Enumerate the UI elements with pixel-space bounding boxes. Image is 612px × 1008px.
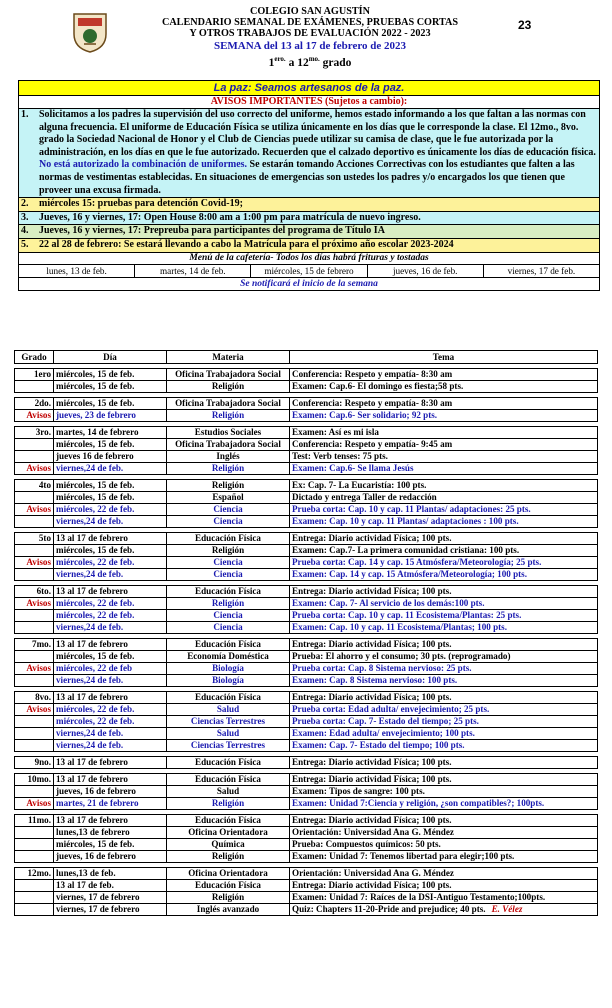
subject-cell: Oficina Trabajadora Social: [167, 398, 290, 410]
grade-cell: [15, 651, 54, 663]
subject-cell: Ciencia: [167, 557, 290, 569]
day-cell: 13 al 17 de febrero: [54, 757, 167, 769]
table-row: [15, 569, 598, 581]
header-tema: Tema: [290, 351, 598, 364]
table-row: [15, 651, 598, 663]
topic-cell: [290, 463, 598, 475]
aviso-item-3: [19, 212, 599, 226]
notice-box: [18, 80, 600, 291]
topic-cell: [290, 880, 598, 892]
day-cell: 13 al 17 de febrero: [54, 692, 167, 704]
topic-cell: [290, 716, 598, 728]
subject-cell: Ciencia: [167, 610, 290, 622]
grade-cell: Avisos: [15, 704, 54, 716]
day-cell: 13 al 17 de febrero: [54, 815, 167, 827]
topic-cell: [290, 398, 598, 410]
day-cell: miércoles, 22 de feb.: [54, 598, 167, 610]
aviso-number: 5.: [21, 238, 29, 250]
day-cell: miércoles, 15 de feb.: [54, 651, 167, 663]
topic-cell: [290, 851, 598, 863]
table-row: [15, 516, 598, 528]
topic-text: Conferencia: Respeto y empatía- 8:30 am: [292, 369, 453, 380]
aviso-item-2: [19, 198, 599, 212]
grade-cell: [15, 516, 54, 528]
day-cell: miércoles, 15 de feb.: [54, 439, 167, 451]
subject-cell: Religión: [167, 545, 290, 557]
day-cell: viernes,24 de feb.: [54, 569, 167, 581]
topic-cell: [290, 369, 598, 381]
topic-text: Prueba: Compuestos químicos: 50 pts.: [292, 839, 441, 850]
grade-cell: 11mo.: [15, 815, 54, 827]
subject-cell: Religión: [167, 480, 290, 492]
topic-cell: [290, 586, 598, 598]
table-row: [15, 704, 598, 716]
aviso-number: 2.: [21, 198, 29, 210]
grade-cell: [15, 880, 54, 892]
table-row: [15, 381, 598, 393]
topic-cell: [290, 598, 598, 610]
menu-day: viernes, 17 de feb.: [507, 265, 576, 276]
day-cell: viernes, 17 de febrero: [54, 904, 167, 916]
grade-cell: Avisos: [15, 463, 54, 475]
table-row: [15, 533, 598, 545]
table-row: [15, 410, 598, 422]
topic-cell: [290, 480, 598, 492]
subject-cell: Salud: [167, 786, 290, 798]
aviso-text: miércoles 15: pruebas para detención Covid-19;: [39, 198, 243, 210]
grade-cell: 2do.: [15, 398, 54, 410]
topic-text: Examen: Cap.6- Ser solidario; 92 pts.: [292, 410, 438, 421]
day-cell: 13 al 17 de febrero: [54, 774, 167, 786]
day-cell: miércoles, 22 de feb.: [54, 716, 167, 728]
grade-cell: [15, 892, 54, 904]
topic-text: Examen: Cap.6- El domingo es fiesta;58 pts.: [292, 381, 464, 392]
topic-cell: [290, 757, 598, 769]
table-row: [15, 610, 598, 622]
table-row: [15, 557, 598, 569]
avisos-title: AVISOS IMPORTANTES (Sujetos a cambio):: [19, 96, 599, 109]
topic-cell: [290, 639, 598, 651]
topic-text: Examen: Cap.6- Se llama Jesús: [292, 463, 414, 474]
topic-cell: [290, 410, 598, 422]
aviso-item-4: [19, 225, 599, 239]
day-cell: viernes,24 de feb.: [54, 516, 167, 528]
topic-cell: [290, 516, 598, 528]
schedule-body: [15, 364, 598, 916]
topic-text: Examen: Unidad 7:Ciencia y religión, ¿son compatibles?; 100pts.: [292, 798, 545, 809]
topic-cell: [290, 839, 598, 851]
subject-cell: Educación Física: [167, 533, 290, 545]
topic-cell: [290, 740, 598, 752]
topic-cell: [290, 892, 598, 904]
subject-cell: Religión: [167, 892, 290, 904]
day-cell: jueves, 23 de febrero: [54, 410, 167, 422]
topic-cell: [290, 427, 598, 439]
topic-text: Examen: Cap. 7- Estado del tiempo; 100 pts.: [292, 740, 465, 751]
topic-text: Entrega: Diario actividad Física; 100 pts.: [292, 880, 452, 891]
grade-cell: [15, 610, 54, 622]
subject-cell: Ciencia: [167, 516, 290, 528]
topic-cell: [290, 675, 598, 687]
header-grado: Grado: [15, 351, 54, 364]
topic-text: Prueba corta: Cap. 14 y cap. 15 Atmósfera/Meteorología; 25 pts.: [292, 557, 542, 568]
subject-cell: Religión: [167, 463, 290, 475]
topic-text: Entrega: Diario actividad Física; 100 pts.: [292, 586, 452, 597]
grade-cell: [15, 492, 54, 504]
subject-cell: Religión: [167, 410, 290, 422]
table-row: [15, 622, 598, 634]
page-header: [0, 0, 612, 85]
grade-cell: [15, 851, 54, 863]
day-cell: miércoles, 15 de feb.: [54, 369, 167, 381]
grade-cell: [15, 451, 54, 463]
table-row: [15, 839, 598, 851]
subject-cell: Religión: [167, 851, 290, 863]
topic-text: Dictado y entrega Taller de redacción: [292, 492, 437, 503]
grade-cell: Avisos: [15, 557, 54, 569]
subject-cell: Religión: [167, 598, 290, 610]
day-cell: viernes,24 de feb.: [54, 740, 167, 752]
table-row: [15, 757, 598, 769]
table-row: [15, 480, 598, 492]
aviso-item-5: [19, 239, 599, 253]
grade-cell: 10mo.: [15, 774, 54, 786]
schedule-table: [14, 350, 598, 916]
subject-cell: Español: [167, 492, 290, 504]
day-cell: miércoles, 22 de feb.: [54, 610, 167, 622]
table-header-row: [15, 351, 598, 364]
topic-cell: [290, 545, 598, 557]
aviso-text: 22 al 28 de febrero: Se estará llevando a cabo la Matrícula para el próximo año escolar 2023-2024: [39, 238, 454, 250]
subject-cell: Educación Física: [167, 692, 290, 704]
day-cell: miércoles, 15 de feb.: [54, 398, 167, 410]
table-row: [15, 598, 598, 610]
day-cell: viernes,24 de feb.: [54, 622, 167, 634]
topic-text: Entrega: Diario actividad Física; 100 pts.: [292, 757, 452, 768]
grade-cell: 12mo.: [15, 868, 54, 880]
grade-cell: [15, 675, 54, 687]
day-cell: miércoles, 22 de feb.: [54, 504, 167, 516]
topic-cell: [290, 904, 598, 916]
cafeteria-menu-title: Menú de la cafetería- Todos los días habrá frituras y tostadas: [19, 253, 599, 265]
grade-cell: 5to: [15, 533, 54, 545]
menu-day: miércoles, 15 de febrero: [251, 265, 367, 277]
aviso-item-1: [19, 109, 599, 198]
grade-cell: [15, 904, 54, 916]
topic-cell: [290, 622, 598, 634]
day-cell: viernes, 17 de febrero: [54, 892, 167, 904]
subject-cell: Educación Física: [167, 757, 290, 769]
table-row: [15, 716, 598, 728]
grade-cell: 1ero: [15, 369, 54, 381]
day-cell: lunes,13 de febrero: [54, 827, 167, 839]
topic-text: Examen: Cap. 8 Sistema nervioso: 100 pts.: [292, 675, 458, 686]
subject-cell: Religión: [167, 798, 290, 810]
cafeteria-days: [19, 265, 599, 278]
table-row: [15, 904, 598, 916]
grade-cell: Avisos: [15, 504, 54, 516]
topic-text: Quiz: Chapters 11-20-Pride and prejudice; 40 pts.: [292, 904, 486, 915]
grade-cell: 6to.: [15, 586, 54, 598]
menu-day: jueves, 16 de feb.: [368, 265, 484, 277]
topic-text: Orientación: Universidad Ana G. Méndez: [292, 868, 454, 879]
day-cell: viernes,24 de feb.: [54, 675, 167, 687]
motto-banner: La paz: Seamos artesanos de la paz.: [19, 81, 599, 96]
grade-cell: 8vo.: [15, 692, 54, 704]
topic-cell: [290, 492, 598, 504]
day-cell: 13 al 17 de febrero: [54, 533, 167, 545]
menu-day: martes, 14 de feb.: [135, 265, 251, 277]
subject-cell: Educación Física: [167, 815, 290, 827]
aviso-text: Solicitamos a los padres la supervisión del uso correcto del uniforme, hemos estado informando a los que faltan a las normas con alguna frecuencia. El uniforme de Educación Física se utiliza únicamente en los días que le corresponde la clase. El 12mo., 8vo. grado la Sociedad Nacional de Honor y el Club de Ciencias puede utilizar su camisa de clase, que le fue autorizada por la administración, en los días en que le fue autorizado. Recuerden que el calzado deportivo es únicamente los días de educación física. No está autorizado la combinación de uniformes. Se estarán tomando Acciones Correctivas con los estudiantes que falten a las normas de vestimentas establecidas. En situaciones de emergencias son ustedes los padres y/o encargados los que tienen que proveer una excusa firmada.: [39, 109, 596, 196]
topic-text: Examen: Cap. 7- Al servicio de los demás:100 pts.: [292, 598, 485, 609]
topic-cell: [290, 651, 598, 663]
grade-cell: Avisos: [15, 663, 54, 675]
topic-cell: [290, 610, 598, 622]
grade-cell: [15, 740, 54, 752]
table-row: [15, 663, 598, 675]
day-cell: jueves 16 de febrero: [54, 451, 167, 463]
subject-cell: Estudios Sociales: [167, 427, 290, 439]
day-cell: jueves, 16 de febrero: [54, 851, 167, 863]
header-text: [130, 6, 490, 69]
subject-cell: Oficina Trabajadora Social: [167, 439, 290, 451]
table-row: [15, 740, 598, 752]
aviso-number: 3.: [21, 211, 29, 223]
header-materia: Materia: [167, 351, 290, 364]
day-cell: jueves, 16 de febrero: [54, 786, 167, 798]
teacher-signature: E. Vélez: [491, 904, 523, 915]
table-row: [15, 868, 598, 880]
topic-cell: [290, 504, 598, 516]
table-row: [15, 439, 598, 451]
subject-cell: Ciencia: [167, 622, 290, 634]
topic-text: Examen: Unidad 7: Raíces de la DSI-Antiguo Testamento;100pts.: [292, 892, 546, 903]
grade-cell: Avisos: [15, 410, 54, 422]
topic-text: Examen: Cap. 14 y cap. 15 Atmósfera/Meteorología; 100 pts.: [292, 569, 527, 580]
topic-cell: [290, 569, 598, 581]
day-cell: miércoles, 22 de feb.: [54, 704, 167, 716]
topic-text: Orientación: Universidad Ana G. Méndez: [292, 827, 454, 838]
subject-cell: Economía Doméstica: [167, 651, 290, 663]
calendar-title-line2: Y OTROS TRABAJOS DE EVALUACIÓN 2022 - 2023: [189, 28, 431, 40]
grade-cell: 7mo.: [15, 639, 54, 651]
topic-cell: [290, 827, 598, 839]
table-row: [15, 427, 598, 439]
grade-cell: [15, 786, 54, 798]
day-cell: miércoles, 15 de feb.: [54, 480, 167, 492]
grade-cell: [15, 381, 54, 393]
topic-cell: [290, 728, 598, 740]
table-row: [15, 463, 598, 475]
grade-cell: [15, 827, 54, 839]
grade-cell: [15, 569, 54, 581]
grade-cell: [15, 716, 54, 728]
topic-text: Entrega: Diario actividad Física; 100 pts.: [292, 774, 452, 785]
subject-cell: Religión: [167, 381, 290, 393]
aviso-text: Jueves, 16 y viernes, 17: Prepreuba para participantes del programa de Título IA: [39, 225, 385, 237]
topic-text: Prueba corta: Cap. 10 y cap. 11 Plantas/ adaptaciones: 25 pts.: [292, 504, 531, 515]
subject-cell: Oficina Trabajadora Social: [167, 369, 290, 381]
table-row: [15, 815, 598, 827]
topic-text: Prueba: El ahorro y el consumo; 30 pts. (reprogramado): [292, 651, 511, 662]
day-cell: 13 al 17 de febrero: [54, 639, 167, 651]
topic-text: Examen: Cap. 10 y cap. 11 Plantas/ adaptaciones : 100 pts.: [292, 516, 519, 527]
topic-text: Examen: Cap.7- La primera comunidad cristiana: 100 pts.: [292, 545, 520, 556]
grade-cell: Avisos: [15, 598, 54, 610]
table-row: [15, 774, 598, 786]
table-row: [15, 880, 598, 892]
table-row: [15, 545, 598, 557]
table-row: [15, 786, 598, 798]
table-row: [15, 851, 598, 863]
subject-cell: Salud: [167, 704, 290, 716]
topic-cell: [290, 451, 598, 463]
topic-text: Entrega: Diario actividad Física; 100 pts.: [292, 692, 452, 703]
day-cell: 13 al 17 de febrero: [54, 586, 167, 598]
day-cell: 13 al 17 de feb.: [54, 880, 167, 892]
topic-cell: [290, 663, 598, 675]
aviso-number: 1.: [21, 109, 29, 120]
topic-text: Examen: Edad adulta/ envejecimiento; 100 pts.: [292, 728, 475, 739]
grade-cell: [15, 622, 54, 634]
grade-cell: 9no.: [15, 757, 54, 769]
table-row: [15, 639, 598, 651]
topic-text: Conferencia: Respeto y empatía- 9:45 am: [292, 439, 453, 450]
topic-cell: [290, 815, 598, 827]
menu-notify: Se notificará el inicio de la semana: [240, 278, 378, 289]
school-crest-icon: [70, 10, 110, 54]
subject-cell: Educación Física: [167, 774, 290, 786]
subject-cell: Ciencia: [167, 504, 290, 516]
grade-cell: 4to: [15, 480, 54, 492]
table-row: [15, 504, 598, 516]
subject-cell: Biología: [167, 675, 290, 687]
topic-text: Prueba corta: Cap. 8 Sistema nervioso: 25 pts.: [292, 663, 472, 674]
school-name: COLEGIO SAN AGUSTÍN: [249, 6, 371, 17]
topic-cell: [290, 868, 598, 880]
grade-cell: [15, 545, 54, 557]
day-cell: martes, 21 de febrero: [54, 798, 167, 810]
subject-cell: Ciencia: [167, 569, 290, 581]
topic-text: Conferencia: Respeto y empatía- 8:30 am: [292, 398, 453, 409]
subject-cell: Educación Física: [167, 639, 290, 651]
subject-cell: Educación Física: [167, 586, 290, 598]
page-number: 23: [518, 18, 532, 32]
subject-cell: Biología: [167, 663, 290, 675]
grade-cell: Avisos: [15, 798, 54, 810]
topic-cell: [290, 692, 598, 704]
menu-day: lunes, 13 de feb.: [19, 265, 135, 277]
day-cell: miércoles, 15 de feb.: [54, 545, 167, 557]
topic-text: Prueba corta: Edad adulta/ envejecimiento; 25 pts.: [292, 704, 490, 715]
subject-cell: Ciencias Terrestres: [167, 716, 290, 728]
table-row: [15, 451, 598, 463]
day-cell: viernes,24 de feb.: [54, 463, 167, 475]
day-cell: miércoles, 15 de feb.: [54, 839, 167, 851]
subject-cell: Educación Física: [167, 880, 290, 892]
table-row: [15, 369, 598, 381]
table-row: [15, 675, 598, 687]
table-row: [15, 692, 598, 704]
topic-text: Examen: Así es mi isla: [292, 427, 379, 438]
day-cell: miércoles, 15 de feb.: [54, 381, 167, 393]
table-row: [15, 398, 598, 410]
table-row: [15, 798, 598, 810]
topic-text: Examen: Unidad 7: Tenemos libertad para elegir;100 pts.: [292, 851, 515, 862]
table-row: [15, 827, 598, 839]
table-row: [15, 586, 598, 598]
topic-cell: [290, 786, 598, 798]
topic-cell: [290, 439, 598, 451]
week-range: SEMANA del 13 al 17 de febrero de 2023: [213, 39, 407, 52]
topic-text: Prueba corta: Cap. 10 y cap. 11 Ecosistema/Plantas: 25 pts.: [292, 610, 522, 621]
topic-text: Entrega: Diario actividad Física; 100 pts.: [292, 533, 452, 544]
grade-cell: 3ro.: [15, 427, 54, 439]
day-cell: miércoles, 15 de feb.: [54, 492, 167, 504]
grade-cell: [15, 439, 54, 451]
topic-text: Entrega: Diario actividad Física; 100 pts.: [292, 815, 452, 826]
topic-text: Examen: Tipos de sangre: 100 pts.: [292, 786, 425, 797]
topic-text: Prueba corta: Cap. 7- Estado del tiempo; 25 pts.: [292, 716, 479, 727]
topic-cell: [290, 533, 598, 545]
subject-cell: Inglés: [167, 451, 290, 463]
subject-cell: Oficina Orientadora: [167, 827, 290, 839]
topic-cell: [290, 774, 598, 786]
table-row: [15, 728, 598, 740]
aviso-number: 4.: [21, 225, 29, 237]
aviso-text: Jueves, 16 y viernes, 17: Open House 8:00 am a 1:00 pm para matrícula de nuevo ingreso.: [39, 211, 421, 223]
table-row: [15, 892, 598, 904]
grade-range: $1^{ero.}$ a $12^{mo.}$ grado: [268, 54, 352, 69]
topic-text: Test: Verb tenses: 75 pts.: [292, 451, 388, 462]
topic-text: Examen: Cap. 10 y cap. 11 Ecosistema/Plantas; 100 pts.: [292, 622, 507, 633]
topic-cell: [290, 704, 598, 716]
day-cell: miércoles, 22 de feb: [54, 663, 167, 675]
subject-cell: Ciencias Terrestres: [167, 740, 290, 752]
topic-text: Ex: Cap. 7- La Eucaristía: 100 pts.: [292, 480, 427, 491]
day-cell: martes, 14 de febrero: [54, 427, 167, 439]
topic-cell: [290, 557, 598, 569]
calendar-title-line1: CALENDARIO SEMANAL DE EXÁMENES, PRUEBAS CORTAS: [161, 17, 459, 29]
day-cell: viernes,24 de feb.: [54, 728, 167, 740]
header-dia: Día: [54, 351, 167, 364]
day-cell: miércoles, 22 de feb.: [54, 557, 167, 569]
grade-cell: [15, 728, 54, 740]
subject-cell: Salud: [167, 728, 290, 740]
grade-cell: [15, 839, 54, 851]
day-cell: lunes,13 de feb.: [54, 868, 167, 880]
subject-cell: Química: [167, 839, 290, 851]
topic-text: Entrega: Diario actividad Física; 100 pts.: [292, 639, 452, 650]
subject-cell: Oficina Orientadora: [167, 868, 290, 880]
topic-cell: [290, 798, 598, 810]
subject-cell: Inglés avanzado: [167, 904, 290, 916]
topic-cell: [290, 381, 598, 393]
table-row: [15, 492, 598, 504]
